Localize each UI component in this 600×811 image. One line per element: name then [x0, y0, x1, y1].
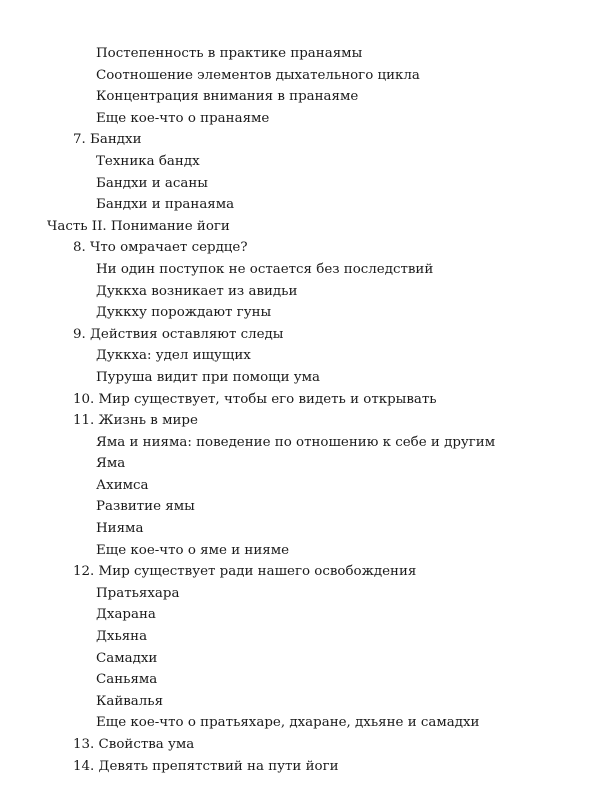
toc-section-entry: Соотношение элементов дыхательного цикла — [96, 67, 420, 83]
table-of-contents — [0, 43, 600, 777]
toc-section-entry: Дуккха возникает из авидьи — [96, 283, 298, 299]
toc-section-entry: Постепенность в практике пранаямы — [96, 46, 363, 61]
toc-section-entry: Дхьяна — [96, 629, 148, 645]
toc-section-entry: Бандхи и асаны — [96, 175, 208, 191]
toc-section-entry: Еще кое-что о пратьяхаре, дхаране, дхьяне и самадхи — [96, 715, 480, 731]
toc-section-entry: Ни один поступок не остается без последствий — [96, 261, 434, 277]
toc-chapter-heading: 13. Свойства ума — [73, 737, 195, 752]
toc-chapter-heading: 8. Что омрачает сердце? — [73, 240, 248, 256]
toc-section-entry: Пратьяхара — [96, 585, 180, 601]
toc-section-entry: Концентрация внимания в пранаяме — [96, 89, 359, 105]
toc-section-entry: Дхарана — [96, 607, 156, 623]
toc-section-entry: Дуккху порождают гуны — [96, 305, 272, 321]
toc-chapter-heading: 7. Бандхи — [73, 132, 142, 148]
toc-chapter-heading: 11. Жизнь в мире — [73, 413, 198, 429]
toc-section-entry: Развитие ямы — [96, 499, 195, 515]
toc-section-entry: Нияма — [96, 521, 144, 537]
toc-section-entry: Пуруша видит при помощи ума — [96, 369, 321, 385]
toc-section-entry: Ахимса — [96, 477, 149, 493]
toc-section-entry: Самадхи — [96, 650, 158, 666]
toc-chapter-heading: 12. Мир существует ради нашего освобождения — [73, 564, 417, 580]
toc-section-entry: Кайвалья — [96, 693, 164, 709]
toc-part-heading: Часть II. Понимание йоги — [47, 218, 230, 234]
toc-section-entry: Еще кое-что о пранаяме — [96, 110, 270, 126]
toc-section-entry: Дуккха: удел ищущих — [96, 348, 251, 364]
toc-chapter-heading: 10. Мир существует, чтобы его видеть и открывать — [73, 391, 437, 407]
toc-section-entry: Яма и нияма: поведение по отношению к себе и другим — [96, 434, 496, 450]
toc-section-entry: Техника бандх — [96, 153, 200, 169]
toc-section-entry: Яма — [96, 456, 126, 472]
toc-section-entry: Бандхи и пранаяма — [96, 197, 235, 213]
toc-section-entry: Саньяма — [96, 672, 158, 688]
toc-chapter-heading: 14. Девять препятствий на пути йоги — [73, 758, 339, 774]
toc-section-entry: Еще кое-что о яме и нияме — [96, 542, 290, 558]
toc-chapter-heading: 9. Действия оставляют следы — [73, 326, 284, 342]
